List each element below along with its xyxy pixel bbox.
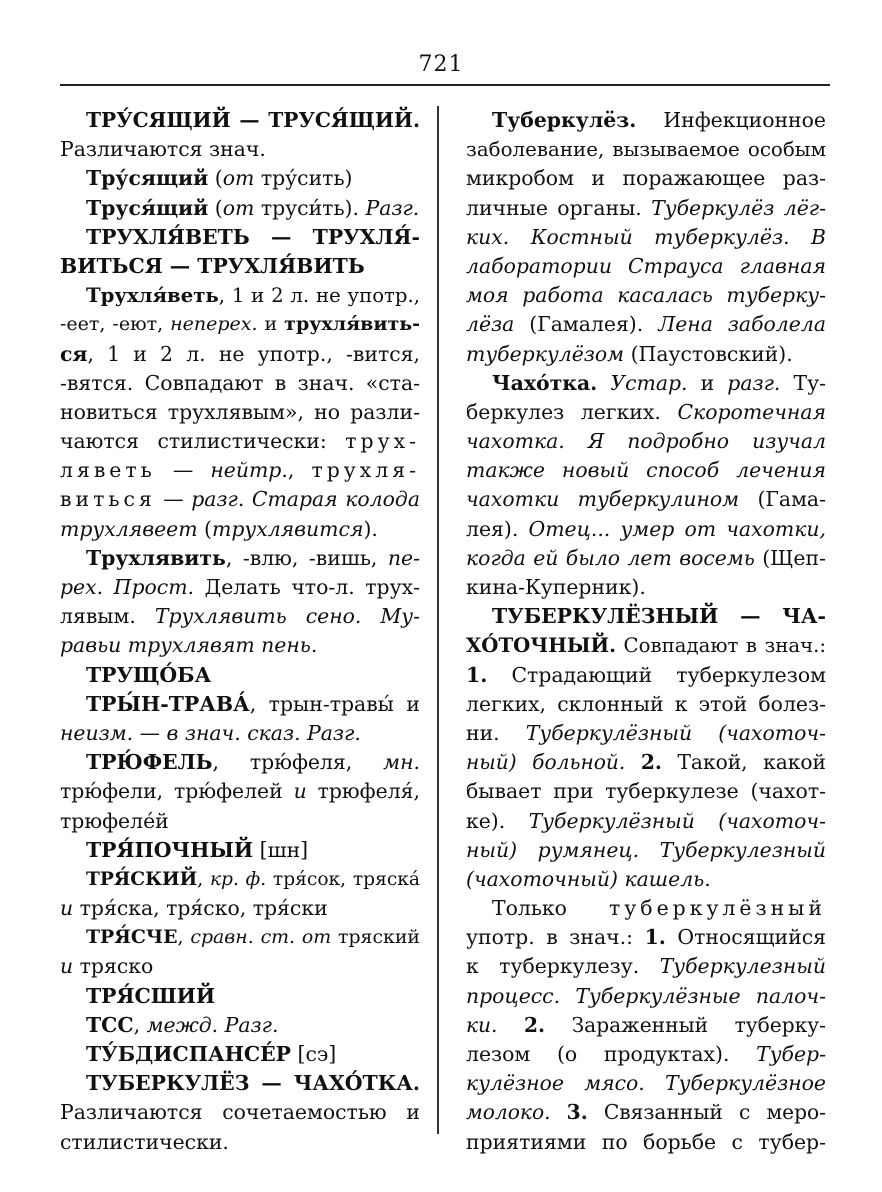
text-line	[466, 544, 826, 573]
italic-text: от	[222, 166, 255, 191]
text-line	[60, 865, 420, 894]
headword: Трухля́веть	[86, 284, 219, 308]
text-segment: бывает при туберкулезе (чахот-	[466, 779, 826, 804]
text-segment: , трын-травы́ и	[249, 691, 420, 716]
text-segment: чаются стилистически:	[60, 429, 346, 454]
column-divider	[437, 106, 439, 1134]
text-line	[466, 1011, 826, 1040]
text-segment: трюфеля́,	[306, 779, 420, 804]
text-line	[60, 602, 420, 631]
text-segment: Связанный с меро-	[587, 1100, 826, 1125]
italic-text: Туберкулезный	[659, 954, 826, 979]
text-segment: микробом и поражающее раз-	[466, 166, 826, 191]
italic-text: разг. Старая колода	[191, 487, 420, 512]
text-line	[466, 631, 826, 660]
italic-text: Туберкулёзный (чахоточ-	[528, 808, 826, 833]
text-segment: ни.	[466, 720, 526, 745]
headword: ТРУ́СЯЩИЙ — ТРУСЯ́ЩИЙ.	[86, 108, 420, 132]
text-segment: -еет, -еют,	[60, 313, 171, 336]
text-segment: кина-Куперник).	[466, 575, 646, 599]
text-segment: трю́фели, трю́фелей	[60, 779, 294, 804]
italic-text: Скоротечная	[677, 399, 826, 424]
text-segment: легких, склонный к этой болез-	[466, 691, 826, 716]
text-segment	[625, 750, 641, 774]
italic-text: Туберкулёзный (чахоточ-	[525, 720, 826, 745]
italic-text: чахотки туберкулином	[466, 487, 740, 512]
text-line	[60, 485, 420, 514]
text-segment: стилистически.	[60, 1129, 229, 1154]
text-segment: новиться трухлявым», но разли-	[60, 399, 420, 424]
italic-text: моя работа касалась туберку-	[466, 283, 826, 308]
headword: ся	[60, 341, 88, 366]
text-line	[466, 223, 826, 252]
italic-text: Лена заболела	[658, 312, 826, 337]
italic-text: Отец... умер от чахотки,	[528, 516, 826, 541]
text-line	[466, 369, 826, 398]
text-line	[466, 106, 826, 135]
headword: ТРЯ́СШИЙ	[86, 983, 216, 1008]
text-segment: заболевание, вызываемое особым	[466, 138, 826, 162]
italic-text: Тубер-	[756, 1042, 826, 1066]
italic-text: ный) румянец. Туберкулезный	[466, 837, 826, 862]
text-line	[60, 1040, 420, 1069]
text-segment: Различаются знач.	[60, 137, 266, 162]
italic-text: пе-	[387, 545, 420, 570]
headword: трухля́вить-	[284, 313, 421, 336]
italic-text: чахотка. Я подробно изучал	[466, 429, 826, 454]
text-line	[60, 719, 420, 748]
headword: ТРЯ́ПОЧНЫЙ	[86, 837, 254, 862]
text-line	[466, 982, 826, 1011]
headword: Чахо́тка.	[492, 370, 598, 395]
text-segment: тря́ска, тря́ско, тря́ски	[73, 896, 328, 921]
italic-text: кр. ф.	[209, 868, 267, 890]
text-segment: , 1 и 2 л. не употр.,	[218, 284, 420, 308]
italic-text: процесс. Туберкулёзные палоч-	[466, 983, 826, 1008]
italic-text: кулёзное мясо. Туберкулёзное	[466, 1071, 826, 1096]
text-segment: труси́ть).	[254, 195, 366, 220]
italic-text: Разг.	[365, 195, 420, 220]
italic-text: также новый способ лечения	[466, 458, 826, 483]
headword: Тру́сящий	[86, 166, 209, 191]
text-segment: виться	[60, 487, 156, 512]
text-segment: тряско	[73, 954, 154, 979]
text-line	[60, 777, 420, 806]
text-segment: тру́сить)	[254, 166, 353, 191]
italic-text: (чахоточный) кашель.	[466, 866, 711, 891]
text-segment: —	[155, 458, 211, 483]
text-segment: ке).	[466, 808, 529, 833]
headword: 3.	[566, 1100, 588, 1125]
text-segment: трюфеле́й	[60, 808, 169, 833]
text-segment: (Гама-	[739, 487, 826, 512]
text-line	[466, 252, 826, 281]
text-segment: —	[155, 487, 192, 512]
text-segment: Зараженный туберку-	[545, 1012, 826, 1037]
italic-text: Устар.	[610, 370, 688, 395]
text-line	[60, 135, 420, 164]
text-line	[466, 836, 826, 865]
text-segment: (Щеп-	[754, 545, 826, 570]
text-segment: Относящийся	[665, 925, 826, 950]
headword: ТРУЩО́БА	[86, 662, 212, 687]
text-segment: Только	[492, 896, 610, 921]
headword: ВИТЬСЯ — ТРУХЛЯ́ВИТЬ	[60, 253, 365, 278]
text-line	[466, 807, 826, 836]
text-segment: Различаются сочетаемостью и	[60, 1100, 420, 1125]
text-line	[466, 602, 826, 631]
text-segment: [шн]	[253, 837, 309, 862]
text-line	[466, 340, 826, 369]
text-segment: (	[197, 516, 212, 541]
italic-text: рех. Прост.	[60, 575, 195, 599]
italic-text: ки.	[466, 1012, 498, 1037]
italic-text: лёза	[466, 312, 515, 337]
text-line	[60, 194, 420, 223]
text-line	[466, 777, 826, 806]
text-line	[60, 427, 420, 456]
text-line	[466, 1069, 826, 1098]
italic-text: равьи трухлявят пень.	[60, 633, 318, 658]
italic-text: неизм. — в знач. сказ. Разг.	[60, 720, 361, 745]
text-line	[466, 398, 826, 427]
italic-text: и	[293, 779, 307, 804]
text-line	[466, 515, 826, 544]
text-line	[60, 164, 420, 193]
headword: ТУБЕРКУЛЁЗ — ЧАХО́ТКА.	[86, 1071, 420, 1096]
italic-text: и	[60, 896, 74, 921]
text-line	[60, 544, 420, 573]
text-segment: лея).	[466, 516, 529, 541]
text-line	[60, 807, 420, 836]
italic-text: молоко.	[466, 1100, 551, 1125]
page-number: 721	[418, 52, 464, 77]
text-line	[60, 1069, 420, 1098]
italic-text: Туберкулёз лёг-	[651, 195, 826, 220]
text-line	[60, 281, 420, 310]
text-line	[466, 952, 826, 981]
text-segment: ,	[133, 1012, 147, 1037]
text-segment: (	[208, 195, 223, 220]
headword: Туберкулёз.	[492, 108, 637, 132]
text-line	[466, 690, 826, 719]
text-segment	[497, 1013, 524, 1037]
headword: 2.	[524, 1012, 546, 1037]
text-line	[466, 894, 826, 923]
text-segment: употр. в знач.:	[466, 925, 645, 950]
italic-text: туберкулёзом	[466, 341, 625, 366]
text-line	[60, 223, 420, 252]
headword: 1.	[644, 925, 666, 950]
text-line	[60, 982, 420, 1011]
text-segment: Такой, какой	[661, 750, 826, 775]
text-segment	[597, 371, 610, 395]
italic-text: ких. Костный туберкулёз. В	[466, 224, 826, 249]
text-line	[466, 1040, 826, 1069]
italic-text: ный) больной.	[466, 750, 626, 775]
text-line	[60, 515, 420, 544]
italic-text: мн.	[383, 750, 420, 775]
text-segment: туберкулёзный	[609, 896, 826, 921]
text-line	[60, 573, 420, 602]
text-segment: лезом (о продуктах).	[466, 1042, 757, 1066]
text-segment: Делать что-л. трух-	[194, 575, 420, 599]
text-line	[466, 281, 826, 310]
text-line	[60, 398, 420, 427]
text-line	[60, 631, 420, 660]
italic-text: трухлявеет	[60, 516, 198, 541]
italic-text: нейтр.	[210, 458, 288, 483]
text-line	[60, 340, 420, 369]
text-segment: тря́сок, тряска́	[266, 868, 420, 890]
italic-text: когда ей было лет восемь	[466, 545, 755, 570]
text-segment: лявым.	[60, 604, 155, 629]
headword: 2.	[640, 750, 662, 775]
left-column	[60, 106, 420, 1157]
text-line	[466, 573, 826, 602]
headword: ТРЯ́СЧЕ	[86, 926, 178, 949]
text-line	[60, 923, 420, 952]
text-line	[60, 690, 420, 719]
text-segment: -вятся. Совпадают в знач. «ста-	[60, 370, 420, 395]
text-segment: личные органы.	[466, 195, 652, 220]
italic-text: межд. Разг.	[146, 1012, 279, 1037]
text-segment: ляветь	[60, 458, 156, 483]
italic-text: сравн. ст. от	[190, 926, 332, 949]
italic-text: от	[222, 195, 255, 220]
text-line	[60, 1011, 420, 1040]
text-segment: и	[257, 313, 285, 336]
italic-text: лаборатории Страуса главная	[466, 253, 826, 278]
text-segment: и	[687, 370, 728, 395]
text-line	[466, 748, 826, 777]
text-segment: тряский	[331, 926, 420, 949]
text-line	[60, 1128, 420, 1157]
text-segment: трух-	[345, 429, 420, 454]
headword: 1.	[466, 662, 488, 687]
italic-text: Трухлявить сено. Му-	[154, 604, 420, 629]
text-line	[60, 369, 420, 398]
headword: ТУБЕРКУЛЁЗНЫЙ — ЧА-	[492, 604, 826, 629]
text-line	[60, 952, 420, 981]
text-segment: , 1 и 2 л. не употр., -вится,	[87, 341, 420, 366]
italic-text: и	[60, 954, 74, 979]
italic-text: разг.	[727, 370, 781, 395]
text-line	[466, 194, 826, 223]
headword: Труся́щий	[86, 195, 209, 220]
header-rule	[60, 84, 830, 86]
text-line	[60, 661, 420, 690]
italic-text: неперех.	[170, 313, 258, 336]
text-line	[60, 456, 420, 485]
text-segment: (Паустовский).	[624, 341, 793, 366]
text-segment: беркулез легких.	[466, 399, 678, 424]
text-segment: приятиями по борьбе с тубер-	[466, 1129, 826, 1154]
text-line	[466, 456, 826, 485]
text-segment: Совпадают в знач.:	[616, 634, 826, 658]
text-line	[466, 719, 826, 748]
headword: ТУ́БДИСПАНСЕ́Р	[86, 1042, 292, 1066]
headword: ТРЫ́Н-ТРАВА́	[86, 691, 250, 716]
text-segment: ,	[197, 868, 210, 890]
text-segment: ).	[363, 516, 378, 541]
text-segment: , -влю, -вишь,	[225, 545, 388, 570]
text-segment: Ту-	[780, 370, 826, 395]
text-line	[466, 310, 826, 339]
text-segment: ,	[177, 926, 191, 949]
text-line	[466, 923, 826, 952]
italic-text: трухлявится	[211, 516, 364, 541]
text-segment: трухля-	[311, 458, 420, 483]
headword: ТРЯ́СКИЙ	[86, 868, 198, 890]
headword: Трухлявить	[86, 545, 226, 570]
right-column	[466, 106, 826, 1157]
text-line	[466, 1128, 826, 1157]
text-segment: Инфекционное	[636, 108, 826, 132]
text-line	[60, 894, 420, 923]
text-line	[60, 748, 420, 777]
text-line	[466, 164, 826, 193]
headword: ТРЮ́ФЕЛЬ	[86, 750, 213, 775]
text-line	[60, 252, 420, 281]
text-line	[466, 485, 826, 514]
headword: ТСС	[86, 1012, 134, 1037]
text-line	[466, 1098, 826, 1127]
text-segment: ,	[287, 458, 312, 483]
text-line	[60, 106, 420, 135]
text-line	[466, 865, 826, 894]
text-segment: [сэ]	[291, 1042, 337, 1066]
text-segment	[551, 1100, 567, 1124]
text-line	[466, 427, 826, 456]
text-line	[466, 661, 826, 690]
text-line	[60, 310, 420, 339]
text-line	[60, 1098, 420, 1127]
text-line	[60, 836, 420, 865]
text-segment: Страдающий туберкулезом	[487, 662, 826, 687]
text-segment: , трю́феля,	[212, 750, 384, 775]
text-segment: (Гамалея).	[514, 312, 659, 337]
headword: ХО́ТОЧНЫЙ.	[466, 633, 617, 658]
text-segment: (	[208, 166, 223, 191]
text-line	[466, 135, 826, 164]
text-segment: к туберкулезу.	[466, 954, 660, 979]
headword: ТРУХЛЯ́ВЕТЬ — ТРУХЛЯ́-	[86, 224, 420, 249]
